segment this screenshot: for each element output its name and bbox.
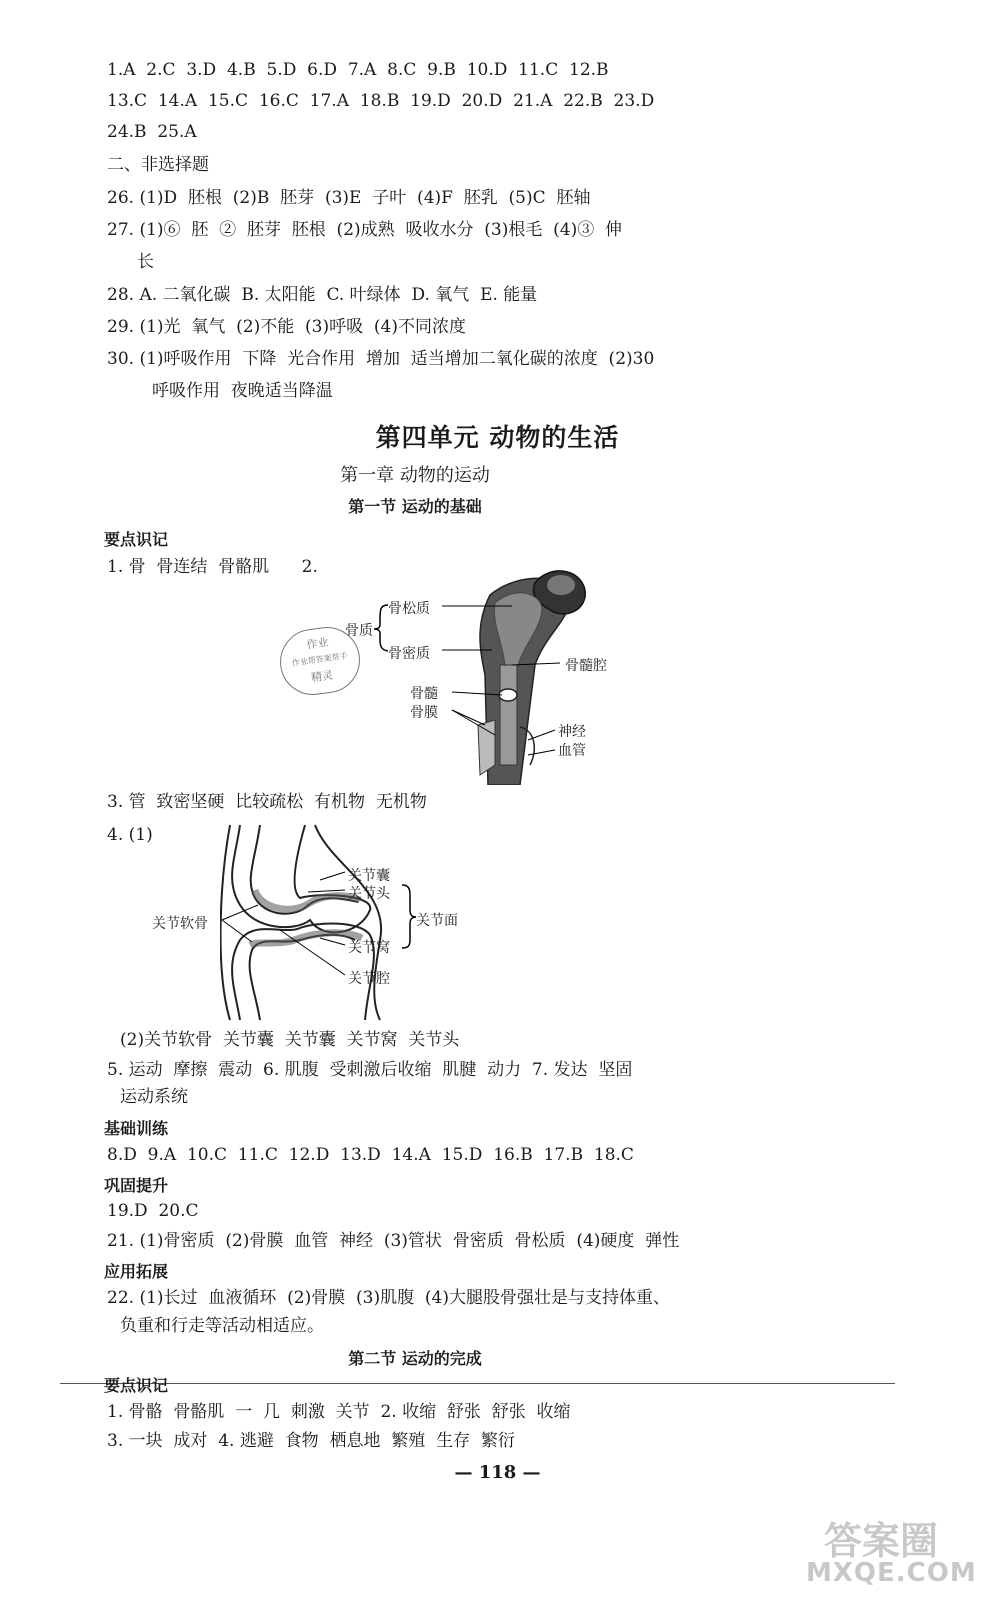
sec1-q5: 5. 运动 摩擦 震动 6. 肌腹 受刺激后收缩 肌腱 动力 7. 发达 坚固 xyxy=(107,1060,633,1080)
sec1-q4b: (2)关节软骨 关节囊 关节囊 关节窝 关节头 xyxy=(120,1030,460,1050)
joint-label-surface: 关节面 xyxy=(416,913,458,929)
joint-label-cavity: 关节腔 xyxy=(348,971,390,987)
subheading-key-points-2: 要点识记 xyxy=(104,1376,169,1395)
answer-line-10: 30. (1)呼吸作用 下降 光合作用 增加 适当增加二氧化碳的浓度 (2)30 xyxy=(107,349,655,369)
answer-line-6: 27. (1)⑥ 胚 ② 胚芽 胚根 (2)成熟 吸收水分 (3)根毛 (4)③ 伸 xyxy=(107,220,623,240)
answer-line-4: 二、非选择题 xyxy=(107,155,209,175)
bone-label-vessel: 血管 xyxy=(558,743,586,759)
sec1-consol: 19.D 20.C xyxy=(107,1201,199,1221)
sec1-q22: 22. (1)长过 血液循环 (2)骨膜 (3)肌腹 (4)大腿股骨强壮是与支持体重、 xyxy=(107,1288,670,1308)
sec1-q4: 4. (1) xyxy=(107,825,153,845)
unit-title: 第四单元 动物的生活 xyxy=(375,423,620,452)
answer-line-1: 1.A 2.C 3.D 4.B 5.D 6.D 7.A 8.C 9.B 10.D 11.C 12.B xyxy=(107,60,609,80)
joint-label-head: 关节头 xyxy=(348,886,390,902)
sec1-q5b: 运动系统 xyxy=(120,1087,188,1107)
bone-label-nerve: 神经 xyxy=(558,724,586,740)
sec1-q21: 21. (1)骨密质 (2)骨膜 血管 神经 (3)管状 骨密质 骨松质 (4)硬度 弹性 xyxy=(107,1231,680,1251)
bone-label-quality: 骨质 xyxy=(345,623,373,639)
sec1-q1: 1. 骨 骨连结 骨骼肌 2. xyxy=(107,557,318,577)
bone-label-membrane: 骨膜 xyxy=(410,705,438,721)
answer-line-5: 26. (1)D 胚根 (2)B 胚芽 (3)E 子叶 (4)F 胚乳 (5)C 胚轴 xyxy=(107,188,591,208)
subheading-basic-training: 基础训练 xyxy=(104,1119,169,1138)
answer-line-2: 13.C 14.A 15.C 16.C 17.A 18.B 19.D 20.D 21.A 22.B 23.D xyxy=(107,91,655,111)
answer-line-9: 29. (1)光 氧气 (2)不能 (3)呼吸 (4)不同浓度 xyxy=(107,317,466,337)
subheading-key-points: 要点识记 xyxy=(104,530,169,549)
answer-line-3: 24.B 25.A xyxy=(107,122,197,142)
sec1-basic: 8.D 9.A 10.C 11.C 12.D 13.D 14.A 15.D 16.B 17.B 18.C xyxy=(107,1145,634,1165)
stamp: 作业 作业帮答案帮手 精灵 xyxy=(276,623,364,699)
joint-label-socket: 关节窝 xyxy=(348,940,390,956)
answer-line-7: 长 xyxy=(137,252,154,272)
joint-label-cartilage: 关节软骨 xyxy=(152,916,208,932)
joint-label-capsule: 关节囊 xyxy=(348,868,390,884)
section-title-1: 第一节 运动的基础 xyxy=(348,497,482,516)
bone-label-spongy: 骨松质 xyxy=(388,601,430,617)
divider xyxy=(60,1383,895,1384)
sec1-q22b: 负重和行走等活动相适应。 xyxy=(120,1316,324,1336)
subheading-consolidate: 巩固提升 xyxy=(104,1176,169,1195)
answer-line-8: 28. A. 二氧化碳 B. 太阳能 C. 叶绿体 D. 氧气 E. 能量 xyxy=(107,285,538,305)
section-title-2: 第二节 运动的完成 xyxy=(348,1349,482,1368)
subheading-application: 应用拓展 xyxy=(104,1262,169,1281)
sec1-q3: 3. 管 致密坚硬 比较疏松 有机物 无机物 xyxy=(107,792,427,812)
bone-label-cavity: 骨髓腔 xyxy=(565,658,607,674)
sec2-q3: 3. 一块 成对 4. 逃避 食物 栖息地 繁殖 生存 繁衍 xyxy=(107,1431,515,1451)
watermark-logo: 答案圈 MXQE.COM xyxy=(806,1519,977,1588)
page-number: — 118 — xyxy=(454,1462,541,1483)
bone-label-compact: 骨密质 xyxy=(388,646,430,662)
sec2-q1: 1. 骨骼 骨骼肌 一 几 刺激 关节 2. 收缩 舒张 舒张 收缩 xyxy=(107,1402,571,1422)
answer-line-11: 呼吸作用 夜晚适当降温 xyxy=(152,381,333,401)
chapter-title: 第一章 动物的运动 xyxy=(340,465,490,486)
bone-label-marrow: 骨髓 xyxy=(410,686,438,702)
